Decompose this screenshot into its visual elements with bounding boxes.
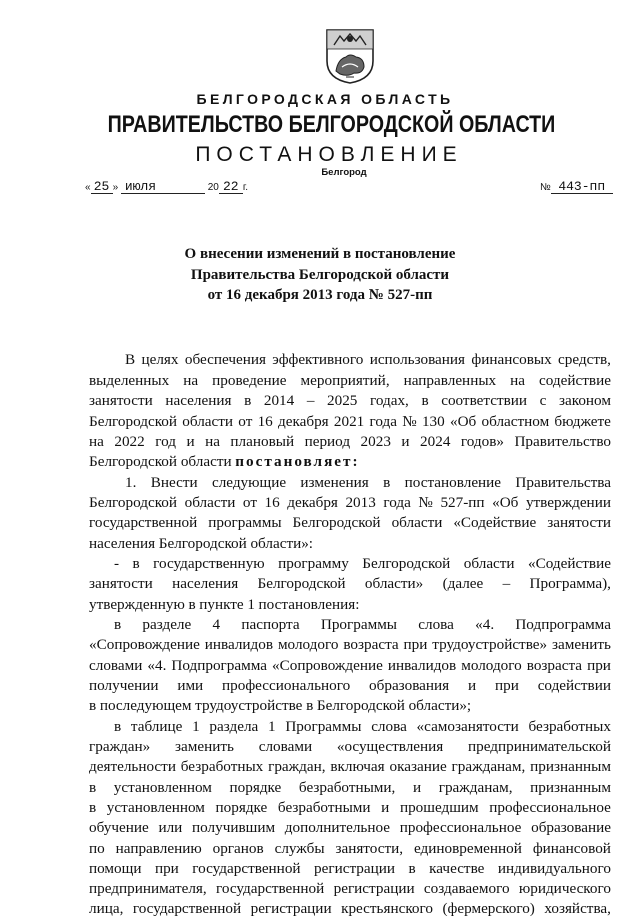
body-word: использования [369, 351, 466, 368]
body-line [125, 351, 611, 368]
body-word: и [468, 677, 477, 694]
body-word: или [158, 819, 183, 836]
body-word: Подпрограмма [515, 616, 611, 633]
body-word: юридического [518, 880, 611, 897]
body-word: с [539, 392, 547, 409]
body-word: населения [89, 535, 156, 552]
body-word: «Об [449, 413, 477, 430]
body-line [89, 392, 611, 409]
body-word: области»: [250, 535, 314, 552]
body-word: трудоустройстве [195, 697, 303, 714]
body-word: обеспечения [184, 351, 266, 368]
body-word: и [401, 433, 410, 450]
body-word: финансовых [471, 351, 552, 368]
body-word: включая [330, 758, 385, 775]
body-word: профессиональное [399, 819, 522, 836]
body-word: направлению [115, 840, 202, 857]
body-word: возраста [343, 636, 399, 653]
body-word: Белгородской [89, 494, 178, 511]
body-word: 2014 [263, 392, 295, 409]
body-word: предпринимательской [468, 738, 611, 755]
body-word: занятости, [335, 840, 404, 857]
body-word: «Об [492, 494, 519, 511]
body-word: в [89, 799, 97, 816]
body-word: Программа), [529, 575, 611, 592]
body-word: в [244, 392, 252, 409]
body-word: дополнительное [284, 819, 391, 836]
body-word: Программы [320, 616, 398, 633]
body-word: при [494, 677, 519, 694]
body-line [89, 697, 611, 714]
body-word: разделе [142, 616, 192, 633]
body-word: от [238, 413, 253, 430]
body-word: государственной [216, 880, 325, 897]
body-word: период [304, 433, 351, 450]
body-word: целях [141, 351, 179, 368]
government-heading: ПРАВИТЕЛЬСТВО БЕЛГОРОДСКОЙ ОБЛАСТИ [107, 111, 556, 138]
body-word: утверждении [525, 494, 611, 511]
body-word: № [418, 494, 433, 511]
body-word: образование [531, 819, 611, 836]
body-word: населения [165, 392, 232, 409]
body-word: заменить [552, 636, 611, 653]
document-number-value: 443-пп [551, 180, 613, 194]
body-word: – [306, 392, 315, 409]
body-word: граждан» [89, 738, 151, 755]
body-word: проведение [212, 372, 287, 389]
body-word: индивидуального [497, 860, 611, 877]
body-word: безработных [528, 718, 611, 735]
body-word: направленных [403, 372, 497, 389]
body-word: регистрации [333, 880, 415, 897]
body-line [89, 596, 611, 613]
body-word: изменения [300, 474, 369, 491]
body-word: в [132, 555, 140, 572]
body-word: финансовой [532, 840, 611, 857]
body-word: в [188, 596, 196, 613]
body-line [89, 372, 611, 389]
body-word: порядке [229, 779, 282, 796]
body-word: 1. [125, 474, 137, 491]
body-word: словами [89, 657, 143, 674]
date-day: 25 [91, 180, 113, 194]
body-word: регистрации [314, 860, 396, 877]
document-type-heading: ПОСТАНОВЛЕНИЕ [195, 143, 463, 166]
body-word: в [408, 860, 416, 877]
body-line [89, 738, 611, 755]
body-word: раздела [209, 718, 259, 735]
body-word: установленном [113, 779, 212, 796]
body-word: по [89, 840, 105, 857]
body-word: «Содействие [453, 514, 537, 531]
body-word: годов» [460, 433, 504, 450]
body-word: государственной [192, 860, 301, 877]
body-line [114, 555, 611, 572]
resolution-word: постановляет: [235, 453, 360, 470]
body-word: гражданам, [451, 758, 526, 775]
body-word: предпринимателя, [89, 880, 207, 897]
body-word: единовременной [413, 840, 522, 857]
body-word: профессионального [222, 677, 351, 694]
body-word: при [403, 636, 428, 653]
body-word: на [205, 433, 220, 450]
body-word: пункте [199, 596, 244, 613]
body-word: профессиональное [489, 799, 611, 816]
body-word: Белгородской [292, 514, 381, 531]
body-word: деятельности [89, 758, 176, 775]
body-word: областном [481, 413, 550, 430]
body-word: декабря [287, 494, 338, 511]
body-word: выделенных [89, 372, 170, 389]
body-word: и [186, 433, 195, 450]
body-word: государственной [89, 514, 198, 531]
body-word: области [184, 494, 236, 511]
body-word: молодого [461, 657, 522, 674]
body-word: в [89, 697, 97, 714]
body-word: Правительство [514, 433, 611, 450]
body-word: возраста [526, 657, 583, 674]
body-word: граждан, [268, 758, 326, 775]
body-line [89, 413, 611, 430]
body-line [125, 474, 611, 491]
body-line [89, 636, 611, 653]
region-heading: БЕЛГОРОДСКАЯ ОБЛАСТЬ [196, 91, 454, 107]
body-word: Белгородской [362, 555, 451, 572]
body-word: порядке [215, 799, 268, 816]
body-word: Белгородской [316, 697, 405, 714]
body-word: и [412, 779, 422, 796]
body-word: хозяйства, [544, 900, 611, 917]
body-word: безработными, [298, 779, 396, 796]
body-word: Белгородской [89, 413, 178, 430]
body-line [89, 514, 611, 531]
body-word: таблице [130, 718, 183, 735]
body-word: годах, [369, 392, 409, 409]
body-word: 2022 [114, 433, 145, 450]
body-word: содействие [539, 372, 611, 389]
body-word: трудоустройстве» [432, 636, 548, 653]
body-line [89, 535, 611, 552]
coat-of-arms-emblem [324, 27, 376, 85]
body-word: Белгородской [158, 535, 247, 552]
body-word: гражданам, [438, 779, 513, 796]
body-word: законом [558, 392, 611, 409]
body-word: 1 [192, 718, 200, 735]
body-word: слова [371, 718, 407, 735]
body-word: 1 [247, 596, 255, 613]
body-word: оказание [389, 758, 447, 775]
body-word: Внести [150, 474, 198, 491]
body-word: 2024 [420, 433, 451, 450]
body-line [89, 433, 611, 450]
body-word: обучение [89, 819, 149, 836]
document-number: № 443-пп [540, 180, 613, 194]
body-word: занятости [89, 575, 153, 592]
body-line [89, 860, 611, 877]
city-label: Белгород [321, 167, 367, 178]
body-word: государственной [132, 900, 242, 917]
body-word: лица, [89, 900, 124, 917]
body-word: безработными [277, 799, 371, 816]
body-word: области [391, 514, 443, 531]
body-word: от [242, 494, 257, 511]
body-word: заменить [175, 738, 234, 755]
body-word: плановый [230, 433, 295, 450]
body-line [89, 575, 611, 592]
body-word: – [502, 575, 511, 592]
body-word: на [89, 433, 104, 450]
body-word: при [587, 657, 611, 674]
body-line: Белгородской области постановляет: [89, 453, 360, 470]
document-date: « 25 » июля 20 22 г. [85, 179, 249, 194]
body-word: «Сопровождение [89, 636, 200, 653]
body-word: молодого [277, 636, 339, 653]
body-word: ими [177, 677, 204, 694]
body-word: Программы [285, 718, 362, 735]
body-word: области [463, 555, 515, 572]
body-word: на [510, 372, 526, 389]
body-word: «осуществления [336, 738, 444, 755]
body-line [89, 677, 611, 694]
body-word: «Сопровождение [272, 657, 383, 674]
body-word: в [306, 697, 314, 714]
body-word: Правительства [515, 474, 611, 491]
body-word: - [114, 555, 120, 572]
body-word: года [369, 413, 397, 430]
body-word: мероприятий, [300, 372, 390, 389]
body-line [89, 840, 611, 857]
body-word: области» [364, 575, 424, 592]
body-word: 2025 [327, 392, 358, 409]
body-word: создаваемого [423, 880, 510, 897]
body-word: при [154, 860, 179, 877]
body-word: занятости [89, 392, 153, 409]
body-word: паспорта [241, 616, 300, 633]
body-word: 16 [257, 413, 273, 430]
body-word: крестьянского [341, 900, 433, 917]
body-line [89, 880, 611, 897]
body-word: Белгородской [257, 575, 346, 592]
body-word: декабря [277, 413, 329, 430]
body-word: «4. [147, 657, 167, 674]
body-word: службы [274, 840, 325, 857]
body-word: в [89, 779, 97, 796]
body-line [89, 657, 611, 674]
body-word: постановления: [258, 596, 360, 613]
body-word: признанным [530, 779, 611, 796]
body-word: на [183, 372, 199, 389]
body-word: в [114, 718, 122, 735]
body-word: эффективного [272, 351, 364, 368]
body-word: инвалидов [204, 636, 274, 653]
body-word: 130 [421, 413, 445, 430]
body-word: содействии [537, 677, 611, 694]
body-word: области [182, 413, 234, 430]
body-word: в [383, 474, 391, 491]
body-word: последующем [99, 697, 192, 714]
body-word: 16 [264, 494, 280, 511]
body-word: «4. [475, 616, 495, 633]
body-line [89, 799, 611, 816]
body-word: занятости [547, 514, 611, 531]
body-word: в [114, 616, 122, 633]
body-word: «самозанятости [416, 718, 519, 735]
body-word: населения [172, 575, 239, 592]
body-word: средств, [558, 351, 611, 368]
body-word: качестве [429, 860, 485, 877]
body-word: года [383, 494, 411, 511]
body-word: установленном [106, 799, 205, 816]
body-word: слова [418, 616, 454, 633]
body-word: 2023 [360, 433, 391, 450]
body-word: программу [278, 555, 349, 572]
body-word: год [155, 433, 176, 450]
body-word: утвержденную [89, 596, 185, 613]
body-word: органов [212, 840, 264, 857]
body-word: получившим [192, 819, 276, 836]
body-line [89, 819, 611, 836]
body-word: 527-пп [440, 494, 485, 511]
body-word: в [421, 392, 429, 409]
title-line: Правительства Белгородской области [190, 267, 450, 283]
title-line: от 16 декабря 2013 года № 527-пп [207, 287, 433, 303]
body-word: 2021 [333, 413, 365, 430]
body-word: 4 [212, 616, 221, 633]
body-line [114, 718, 611, 735]
body-word: прошедшим [399, 799, 479, 816]
body-word: образования [369, 677, 450, 694]
body-word: бюджете [554, 413, 611, 430]
body-word: области»; [408, 697, 472, 714]
body-word: (фермерского) [442, 900, 535, 917]
date-month: июля [121, 180, 205, 194]
body-word: № [402, 413, 417, 430]
body-word: государственную [153, 555, 265, 572]
body-line [89, 494, 611, 511]
body-word: безработных [180, 758, 264, 775]
body-word: 1 [268, 718, 276, 735]
body-word: В [125, 351, 136, 368]
body-word: словами [258, 738, 313, 755]
body-word: и [381, 799, 390, 816]
body-word: программы [208, 514, 282, 531]
date-year: 22 [219, 180, 243, 194]
body-word: (далее [442, 575, 484, 592]
body-word: инвалидов [387, 657, 457, 674]
body-word: помощи [89, 860, 142, 877]
body-word: Подпрограмма [171, 657, 267, 674]
body-word: 2013 [345, 494, 376, 511]
body-line [114, 616, 611, 633]
body-word: получении [89, 677, 159, 694]
body-word: соответствии [441, 392, 528, 409]
body-word: постановление [404, 474, 502, 491]
body-line [89, 779, 611, 796]
body-line [89, 900, 611, 917]
body-word: следующие [211, 474, 287, 491]
body-word: «Содействие [528, 555, 611, 572]
body-word: регистрации [250, 900, 332, 917]
body-word: признанным [530, 758, 611, 775]
body-line [89, 758, 611, 775]
title-line: О внесении изменений в постановление [184, 246, 456, 262]
